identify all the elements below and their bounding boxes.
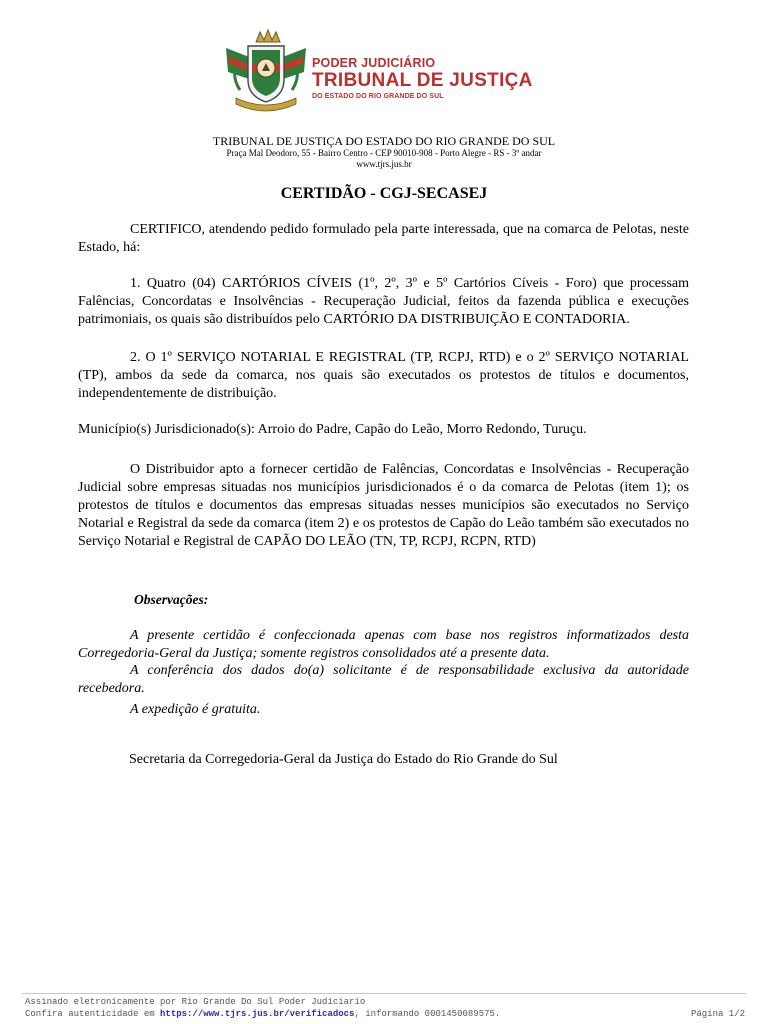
paragraph-distribuidor: O Distribuidor apto a fornecer certidão de Falências, Concordatas e Insolvências - Recuperação Judicial sobre empresas situadas nos municípios jurisdicionados é o da comarca de Pelotas (item 1); os protestos de títulos e documentos das empresas situadas nesses municípios são executados no Serviço Notarial e Registral da sede da comarca (item 2) e os protestos de Capão do Leão também são executados no Serviço Notarial e Registral de CAPÃO DO LEÃO (TN, TP, RCPJ, RCPN, RTD) xyxy=(78,462,689,549)
brand-line-tribunal: TRIBUNAL DE JUSTIÇA xyxy=(312,70,533,91)
closing-signature: Secretaria da Corregedoria-Geral da Justiça do Estado do Rio Grande do Sul xyxy=(129,752,558,767)
footer-signed-line: Assinado eletronicamente por Rio Grande Do Sul Poder Judiciario xyxy=(25,997,366,1007)
paragraph-item-2: 2. O 1º SERVIÇO NOTARIAL E REGISTRAL (TP, RCPJ, RTD) e o 2º SERVIÇO NOTARIAL (TP), ambos da sede da comarca, nos quais são executados os protestos de títulos e documentos, independentemente de distribuição. xyxy=(78,350,689,401)
institution-name: TRIBUNAL DE JUSTIÇA DO ESTADO DO RIO GRANDE DO SUL xyxy=(212,134,556,148)
footer-divider xyxy=(22,993,746,994)
observation-1: A presente certidão é confeccionada apenas com base nos registros informatizados desta Corregedoria-Geral da Justiça; somente registros consolidados até a presente data. xyxy=(78,628,689,661)
brand-block xyxy=(312,56,533,103)
observation-2: A conferência dos dados do(a) solicitante é de responsabilidade exclusiva da autoridade recebedora. xyxy=(78,663,689,696)
institution-website: www.tjrs.jus.br xyxy=(356,159,412,169)
footer xyxy=(25,996,745,1020)
verification-link[interactable]: https://www.tjrs.jus.br/verificadocs xyxy=(160,1009,355,1019)
paragraph-item-1: 1. Quatro (04) CARTÓRIOS CÍVEIS (1º, 2º, 3º e 5º Cartórios Cíveis - Foro) que processam Falências, Concordatas e Insolvências - Recuperação Judicial, feitos da fazenda pública e execuções patrimoniais, os quais são distribuídos pelo CARTÓRIO DA DISTRIBUIÇÃO E CONTADORIA. xyxy=(78,276,689,327)
paragraph-certifico: CERTIFICO, atendendo pedido formulado pela parte interessada, que na comarca de Pelotas, neste Estado, há: xyxy=(78,222,689,255)
brand-line-estado: DO ESTADO DO RIO GRANDE DO SUL xyxy=(312,93,444,100)
footer-verify-prefix: Confira autenticidade em xyxy=(25,1009,161,1019)
page-number: Página 1/2 xyxy=(690,1009,745,1019)
brand-line-poder-judiciario: PODER JUDICIÁRIO xyxy=(312,56,436,70)
footer-verify-line xyxy=(25,1008,745,1020)
institution-block xyxy=(0,134,768,170)
institution-address: Praça Mal Deodoro, 55 - Bairro Centro - CEP 90010-908 - Porto Alegre - RS - 3º andar xyxy=(226,148,542,158)
document-title: CERTIDÃO - CGJ-SECASEJ xyxy=(280,185,488,202)
footer-verify-suffix: , informando 0001450089575. xyxy=(354,1009,501,1019)
observations-heading: Observações: xyxy=(134,592,209,607)
paragraph-municipios: Município(s) Jurisdicionado(s): Arroio do Padre, Capão do Leão, Morro Redondo, Turuçu. xyxy=(78,422,587,437)
coat-of-arms-logo xyxy=(218,28,314,114)
observation-3: A expedição é gratuita. xyxy=(130,702,261,717)
